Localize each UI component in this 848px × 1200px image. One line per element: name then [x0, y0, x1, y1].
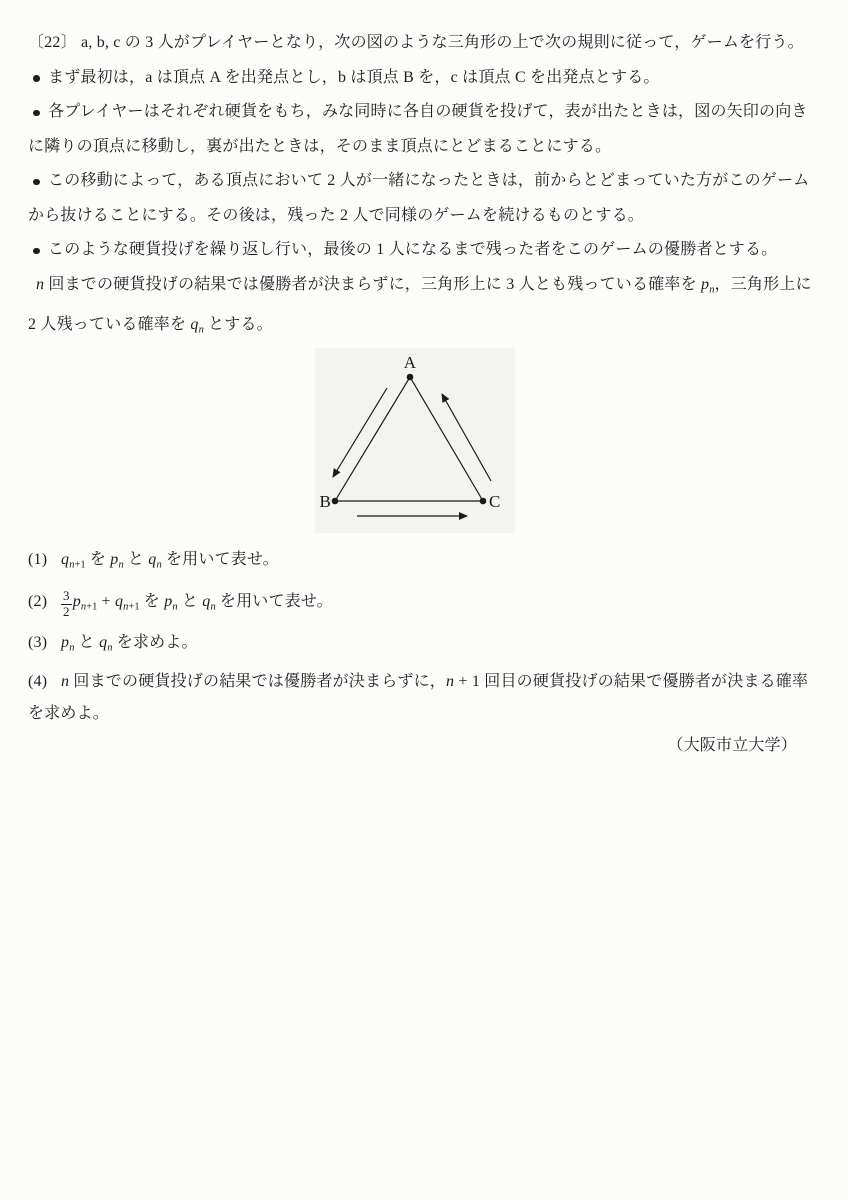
setup-probabilities-1 [28, 268, 820, 308]
bullet-icon [33, 248, 40, 255]
text-run: を [139, 592, 165, 610]
problem-body [28, 26, 820, 730]
vertex-dot [407, 373, 414, 380]
text-run: 2 人残っている確率を [28, 315, 191, 333]
setup-probabilities-2-text [28, 316, 273, 333]
rule-winner [28, 233, 820, 268]
text-run: とする。 [203, 315, 273, 333]
text-run: この移動によって，ある頂点において 2 人が一緒になったときは，前からとどまっていた方がこのゲーム [48, 172, 810, 189]
setup-probabilities-1-text [36, 276, 812, 293]
math-var: $p_n$ [164, 592, 178, 612]
subscript: n [172, 601, 178, 612]
setup-probabilities-2 [28, 308, 820, 348]
question-4-line-2-text [28, 705, 109, 722]
rule-coin-toss-1 [28, 95, 820, 130]
text-run: ，三角形上に [714, 275, 812, 293]
vertex-dot [332, 497, 339, 504]
subscript: n [709, 284, 715, 295]
subscript: n [69, 642, 75, 654]
text-run: と [177, 592, 203, 610]
vertex-label-B: B [319, 491, 331, 511]
text-run: と [123, 550, 149, 568]
rule-collision-2 [28, 199, 820, 234]
text-run: を求めよ。 [112, 634, 198, 651]
question-2-text [61, 588, 333, 619]
rule-coin-toss-2 [28, 130, 820, 165]
subscript: n+1 [123, 601, 140, 612]
subscript: n [118, 559, 124, 570]
question-1 [28, 543, 820, 583]
math-var: n [36, 275, 45, 293]
math-var: $q_n$ [99, 634, 113, 654]
text-run: 回までの硬貨投げの結果では優勝者が決まらずに，三角形上に 3 人とも残っている確率を [44, 275, 702, 293]
triangle-diagram [28, 348, 820, 543]
question-number: (3) [28, 634, 48, 651]
triangle-diagram-svg [315, 348, 515, 533]
vertex-label-C: C [489, 491, 501, 511]
question-4-line-2 [28, 698, 820, 730]
math-var: n [446, 673, 455, 690]
vertex-dot [480, 497, 487, 504]
math-var: $q_n$ [202, 592, 216, 612]
rule-initial-positions-text [48, 69, 660, 86]
source-university: （大阪市立大学） [667, 737, 797, 754]
subscript: n [210, 601, 216, 612]
math-var: $q_n$ [148, 550, 162, 570]
text-run: を用いて表せ。 [215, 592, 333, 610]
text-run: を用いて表せ。 [161, 550, 279, 568]
subscript: n [156, 559, 162, 570]
question-2 [28, 583, 820, 627]
text-run: 回までの硬貨投げの結果では優勝者が決まらずに， [69, 673, 447, 690]
question-number: (4) [28, 673, 48, 690]
problem-statement [28, 26, 820, 61]
rule-winner-text [48, 241, 777, 258]
question-number: (2) [28, 592, 48, 610]
fraction: $\frac{3}{2}$ [63, 588, 70, 619]
math-var: $q_{n+1}$ [114, 592, 140, 612]
math-var: $p_{n+1}$ [72, 592, 98, 612]
rule-coin-toss-1-text [48, 103, 808, 120]
bullet-icon [33, 75, 40, 82]
text-run: このような硬貨投げを繰り返し行い，最後の 1 人になるまで残った者をこのゲームの優勝者とする。 [48, 241, 778, 258]
rule-initial-positions [28, 61, 820, 96]
bullet-icon [33, 110, 40, 117]
subscript: n+1 [69, 559, 86, 570]
question-3 [28, 626, 820, 666]
math-var: $p_n$ [110, 550, 124, 570]
text-run: を求めよ。 [28, 705, 110, 722]
text-run: を [85, 550, 111, 568]
rule-coin-toss-2-text [28, 138, 611, 155]
math-var: $q_n$ [190, 315, 204, 335]
question-number: (1) [28, 550, 48, 568]
text-run: + [97, 592, 115, 610]
bullet-icon [33, 179, 40, 186]
vertex-label-A: A [403, 352, 417, 372]
text-run: 〔22〕 a, b, c の 3 人がプレイヤーとなり，次の図のような三角形の上で次の規則に従って，ゲームを行う。 [28, 34, 804, 51]
subscript: n+1 [80, 601, 98, 612]
text-run: + 1 回目の硬貨投げの結果で優勝者が決まる確率 [454, 673, 809, 690]
problem-statement-text [28, 34, 804, 51]
rule-collision-1-text [48, 172, 809, 189]
subscript: n [107, 642, 113, 654]
question-1-text [61, 551, 279, 568]
math-var: $q_{n+1}$ [61, 550, 86, 570]
text-run: 各プレイヤーはそれぞれ硬貨をもち，みな同時に各自の硬貨を投げて，表が出たときは，図の矢印の向き [48, 103, 808, 120]
question-4-line-1-text [61, 673, 808, 690]
math-var: $p_n$ [701, 275, 715, 295]
rule-collision-2-text [28, 207, 644, 224]
text-run: から抜けることにする。その後は，残った 2 人で同様のゲームを続けるものとする。 [28, 206, 645, 224]
text-run: と [74, 634, 100, 651]
text-run: まず最初は，a は頂点 A を出発点とし，b は頂点 B を，c は頂点 C を出発点とする。 [48, 68, 660, 86]
text-run: に隣りの頂点に移動し，裏が出たときは，そのまま頂点にとどまることにする。 [28, 137, 612, 155]
question-3-text [61, 634, 198, 654]
subscript: n [198, 324, 204, 335]
math-var: n [61, 673, 70, 690]
math-var: $p_n$ [61, 634, 75, 654]
question-4-line-1 [28, 666, 820, 698]
rule-collision-1 [28, 164, 820, 199]
